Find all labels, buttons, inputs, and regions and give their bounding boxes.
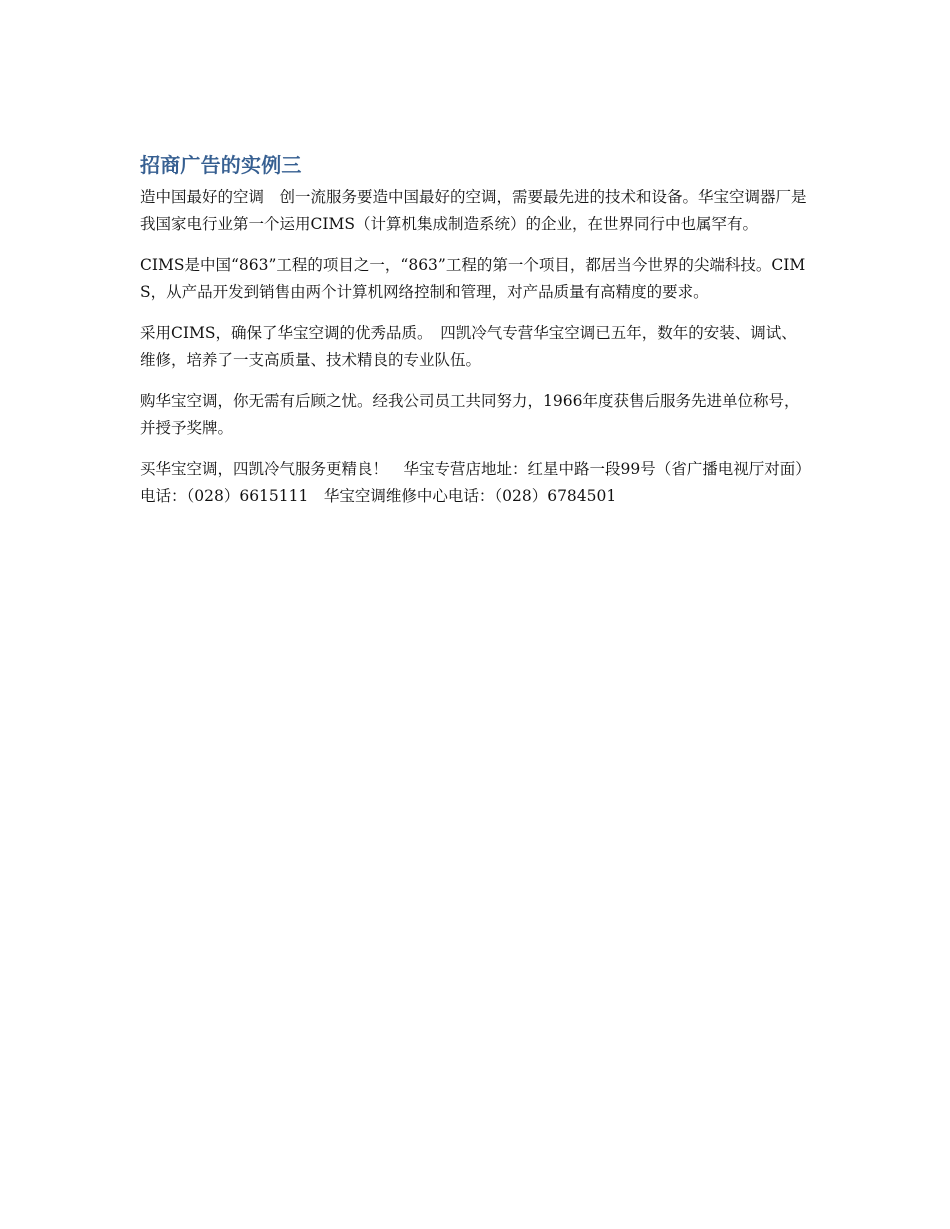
paragraph-3: 采用CIMS，确保了华宝空调的优秀品质。 四凯冷气专营华宝空调已五年，数年的安装、调试、维修，培养了一支高质量、技术精良的专业队伍。 [140,324,797,369]
document-title: 招商广告的实例三 [140,153,302,177]
paragraph-5: 买华宝空调，四凯冷气服务更精良！ 华宝专营店地址：红星中路一段99号（省广播电视厅对面）电话：（028）6615111 华宝空调维修中心电话：（028）6784501 [140,460,803,505]
document-body [140,150,810,524]
paragraph-1: 造中国最好的空调 创一流服务要造中国最好的空调，需要最先进的技术和设备。华宝空调器厂是我国家电行业第一个运用CIMS（计算机集成制造系统）的企业，在世界同行中也属罕有。 [140,188,807,233]
paragraph-4: 购华宝空调，你无需有后顾之忧。经我公司员工共同努力，1966年度获售后服务先进单位称号，并授予奖牌。 [140,392,800,437]
paragraph-2: CIMS是中国“863”工程的项目之一，“863”工程的第一个项目，都居当今世界的尖端科技。CIMS，从产品开发到销售由两个计算机网络控制和管理，对产品质量有高精度的要求。 [140,256,806,301]
